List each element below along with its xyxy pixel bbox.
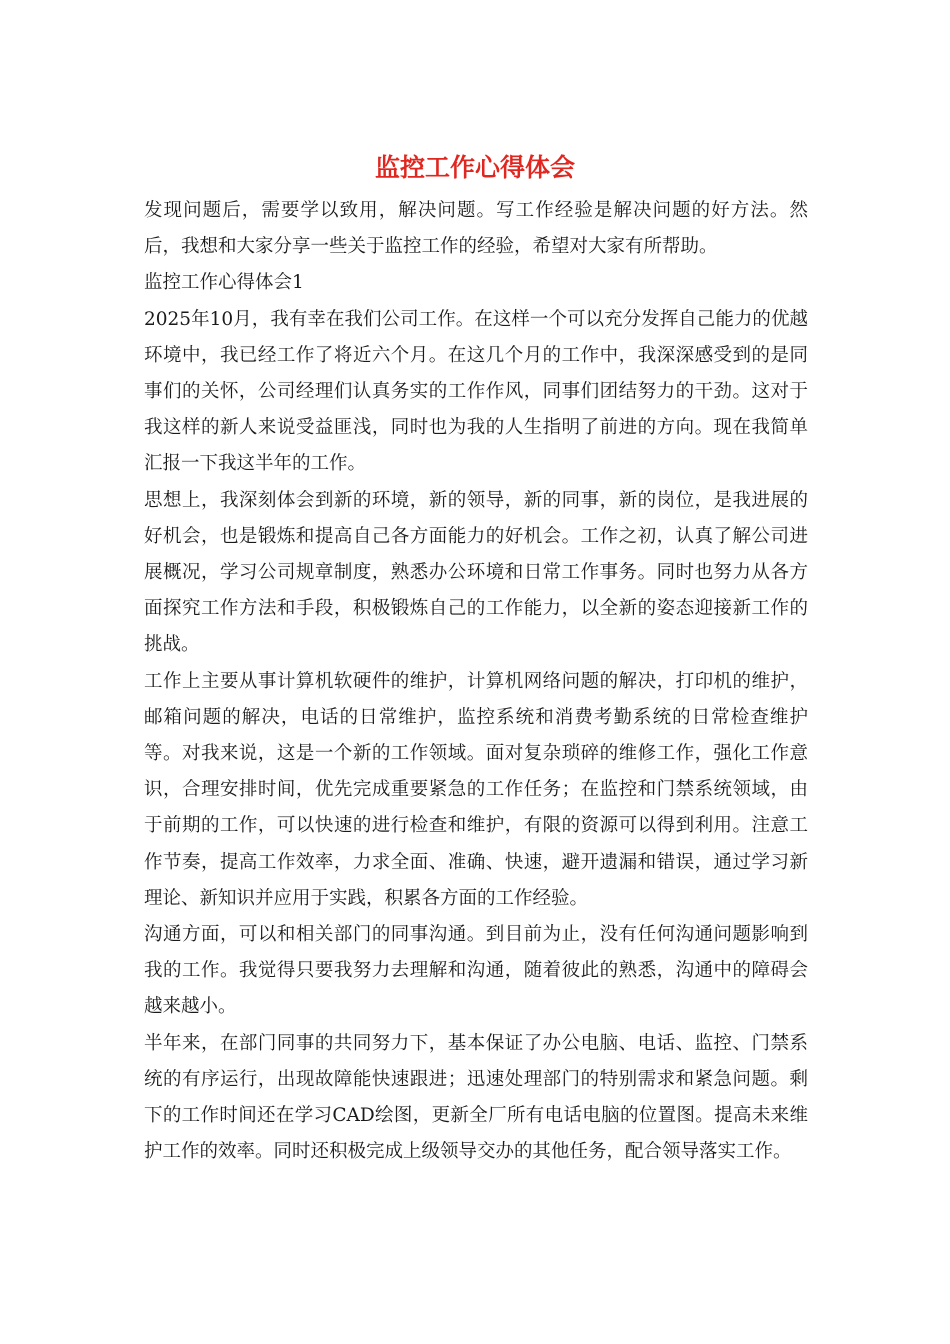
document-body <box>144 193 808 1170</box>
paragraph-summary: 半年来，在部门同事的共同努力下，基本保证了办公电脑、电话、监控、门禁系统的有序运行，出现故障能快速跟进；迅速处理部门的特别需求和紧急问题。剩下的工作时间还在学习CAD绘图，更新全厂所有电话电脑的位置图。提高未来维护工作的效率。同时还积极完成上级领导交办的其他任务，配合领导落实工作。 <box>144 1032 808 1163</box>
document-title: 监控工作心得体会 <box>374 153 575 182</box>
section-heading: 监控工作心得体会1 <box>144 272 304 294</box>
paragraph-overview: 2025年10月，我有幸在我们公司工作。在这样一个可以充分发挥自己能力的优越环境中，我已经工作了将近六个月。在这几个月的工作中，我深深感受到的是同事们的关怀，公司经理们认真务实的工作作风，同事们团结努力的干劲。这对于我这样的新人来说受益匪浅，同时也为我的人生指明了前进的方向。现在我简单汇报一下我这半年的工作。 <box>144 308 808 475</box>
paragraph-intro: 发现问题后，需要学以致用，解决问题。写工作经验是解决问题的好方法。然后，我想和大家分享一些关于监控工作的经验，希望对大家有所帮助。 <box>144 200 808 258</box>
paragraph-work: 工作上主要从事计算机软硬件的维护，计算机网络问题的解决，打印机的维护，邮箱问题的解决，电话的日常维护，监控系统和消费考勤系统的日常检查维护等。对我来说，这是一个新的工作领域。面对复杂琐碎的维修工作，强化工作意识，合理安排时间，优先完成重要紧急的工作任务；在监控和门禁系统领域，由于前期的工作，可以快速的进行检查和维护，有限的资源可以得到利用。注意工作节奏，提高工作效率，力求全面、准确、快速，避开遗漏和错误，通过学习新理论、新知识并应用于实践，积累各方面的工作经验。 <box>144 670 808 909</box>
paragraph-communication: 沟通方面，可以和相关部门的同事沟通。到目前为止，没有任何沟通问题影响到我的工作。我觉得只要我努力去理解和沟通，随着彼此的熟悉，沟通中的障碍会越来越小。 <box>144 924 808 1018</box>
paragraph-thinking: 思想上，我深刻体会到新的环境，新的领导，新的同事，新的岗位，是我进展的好机会，也是锻炼和提高自己各方面能力的好机会。工作之初，认真了解公司进展概况，学习公司规章制度，熟悉办公环境和日常工作事务。同时也努力从各方面探究工作方法和手段，积极锻炼自己的工作能力，以全新的姿态迎接新工作的挑战。 <box>144 489 808 656</box>
